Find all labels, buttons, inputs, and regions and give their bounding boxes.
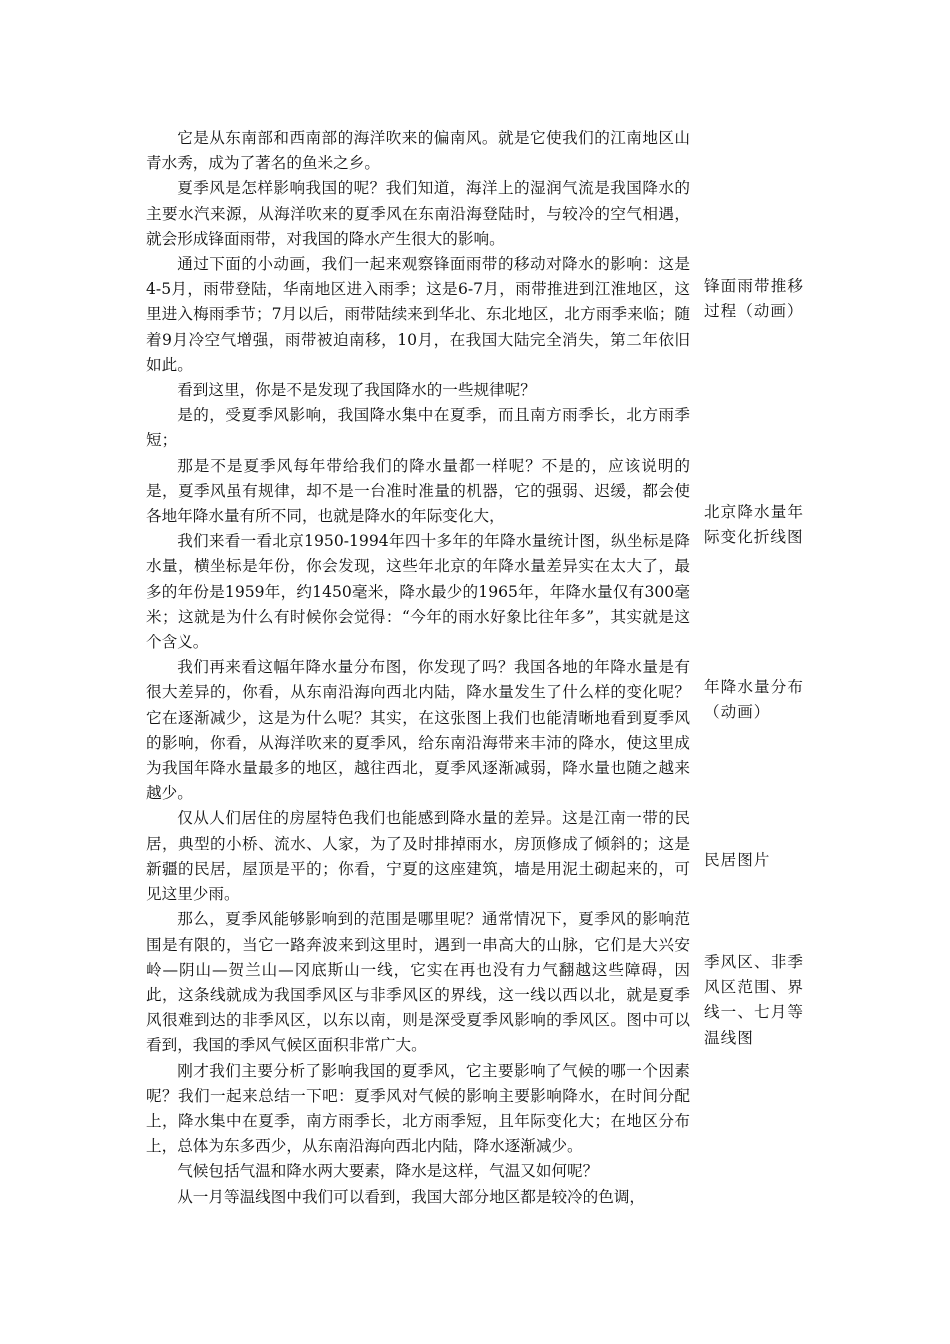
margin-note-house-pictures: 民居图片: [704, 851, 771, 869]
margin-note-monsoon-region-map: 季风区、非季风区范围、界线一、七月等温线图: [704, 953, 804, 1047]
paragraph-rain-belt-movement: 通过下面的小动画，我们一起来观察锋面雨带的移动对降水的影响：这是4-5月，雨带登陆，华南地区进入雨季；这是6-7月，雨带推进到江淮地区，这里进入梅雨季节；7月以后，雨带陆续来到华北、东北地区，北方雨季来临；随着9月冷空气增强，雨带被迫南移，10月，在我国大陆完全消失，第二年依旧如此。: [146, 255, 690, 374]
paragraph-rainfall-seasonality: 是的，受夏季风影响，我国降水集中在夏季，而且南方雨季长，北方雨季短；: [146, 406, 690, 450]
paragraph-monsoon-influence: 夏季风是怎样影响我国的呢？我们知道，海洋上的湿润气流是我国降水的主要水汽来源，从海洋吹来的夏季风在东南沿海登陆时，与较冷的空气相遇，就会形成锋面雨带，对我国的降水产生很大的影响。: [146, 179, 690, 248]
main-text-column: [146, 126, 690, 1210]
paragraph-summary: 刚才我们主要分析了影响我国的夏季风，它主要影响了气候的哪一个因素呢？我们一起来总结一下吧：夏季风对气候的影响主要影响降水，在时间分配上，降水集中在夏季，南方雨季长，北方雨季短，且年际变化大；在地区分布上，总体为东多西少，从东南沿海向西北内陆，降水逐渐减少。: [146, 1061, 690, 1156]
paragraph-january-isotherm: 从一月等温线图中我们可以看到，我国大部分地区都是较冷的色调，: [177, 1187, 646, 1206]
margin-note-rain-belt-animation: 锋面雨带推移过程（动画）: [704, 277, 804, 321]
paragraph-rainfall-pattern-question: 看到这里，你是不是发现了我国降水的一些规律呢？: [177, 381, 536, 400]
paragraph-interannual-variation: 那是不是夏季风每年带给我们的降水量都一样呢？不是的，应该说明的是，夏季风虽有规律，却不是一台准时准量的机器，它的强弱、迟缓，都会使各地年降水量有所不同，也就是降水的年际变化大，: [146, 456, 690, 526]
paragraph-house-styles: 仅从人们居住的房屋特色我们也能感到降水量的差异。这是江南一带的民居，典型的小桥、流水、人家，为了及时排掉雨水，房顶修成了倾斜的；这是新疆的民居，屋顶是平的；你看，宁夏的这座建筑，墙是用泥土砌起来的，可见这里少雨。: [146, 809, 690, 904]
paragraph-temperature-intro: 气候包括气温和降水两大要素，降水是这样，气温又如何呢？: [177, 1162, 599, 1181]
margin-note-beijing-line-chart: 北京降水量年际变化折线图: [704, 503, 804, 547]
paragraph-beijing-rainfall-chart: 我们来看一看北京1950-1994年四十多年的年降水量统计图，纵坐标是降水量，横坐标是年份，你会发现，这些年北京的年降水量差异实在太大了，最多的年份是1959年，约1450毫米，降水最少的1965年，年降水量仅有300毫米；这就是为什么有时候你会觉得：“今年的雨水好象比往年多”，其实就是这个含义。: [146, 532, 690, 652]
margin-note-rainfall-distribution-animation: 年降水量分布（动画）: [704, 678, 804, 722]
paragraph-annual-rainfall-distribution: 我们再来看这幅年降水量分布图，你发现了吗？我国各地的年降水量是有很大差异的，你看，从东南沿海向西北内陆，降水量发生了什么样的变化呢？它在逐渐减少，这是为什么呢？其实，在这张图上我们也能清晰地看到夏季风的影响，你看，从海洋吹来的夏季风，给东南沿海带来丰沛的降水，使这里成为我国年降水量最多的地区，越往西北，夏季风逐渐减弱，降水量也随之越来越少。: [146, 658, 690, 803]
paragraph-summer-monsoon-origin: 它是从东南部和西南部的海洋吹来的偏南风。就是它使我们的江南地区山青水秀，成为了著名的鱼米之乡。: [146, 129, 690, 173]
paragraph-monsoon-boundary: 那么，夏季风能够影响到的范围是哪里呢？通常情况下，夏季风的影响范围是有限的，当它一路奔波来到这里时，遇到一串高大的山脉，它们是大兴安岭—阴山—贺兰山—冈底斯山一线，它实在再也没有力气翻越这些障碍，因此，这条线就成为我国季风区与非季风区的界线，这一线以西以北，就是夏季风很难到达的非季风区，以东以南，则是深受夏季风影响的季风区。图中可以看到，我国的季风气候区面积非常广大。: [146, 910, 690, 1055]
